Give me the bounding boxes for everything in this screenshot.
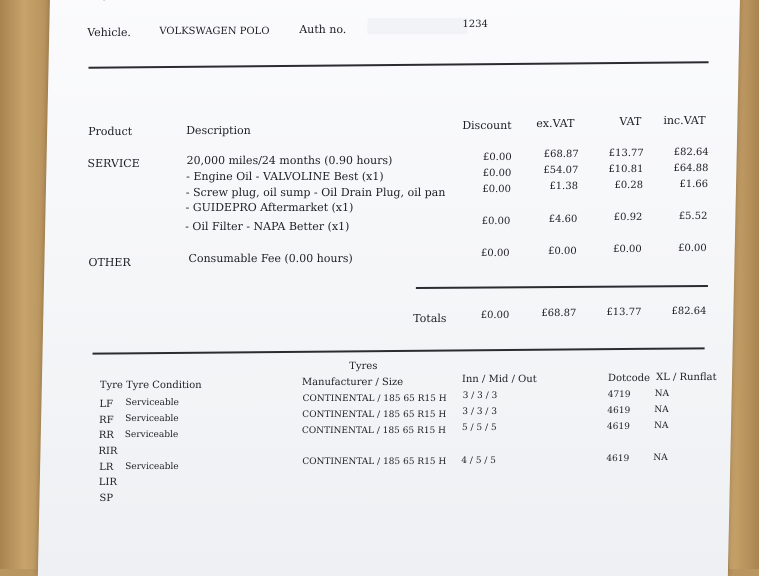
col-vat: VAT <box>619 115 642 128</box>
col-manufacturer: Manufacturer / Size <box>301 377 404 388</box>
tyre-xl: NA <box>653 421 669 431</box>
line-incvat: £5.52 <box>678 211 708 222</box>
tyre-position: RR <box>98 430 114 441</box>
line-discount: £0.00 <box>482 152 512 163</box>
col-tyre-condition: Tyre Tyre Condition <box>99 380 202 391</box>
tyre-position: SP <box>99 493 114 504</box>
tyre-dotcode: 4619 <box>606 422 630 432</box>
line-description: 20,000 miles/24 months (0.90 hours) <box>186 154 393 167</box>
line-exvat: £4.60 <box>548 214 578 225</box>
line-product: SERVICE <box>87 157 140 170</box>
line-vat: £10.81 <box>608 164 644 175</box>
tyre-position: LIR <box>98 477 118 488</box>
tyre-xl: NA <box>654 389 670 399</box>
vehicle-label: Vehicle. <box>87 26 132 39</box>
line-vat: £13.77 <box>608 148 644 159</box>
totals-vat: £13.77 <box>606 307 642 318</box>
col-xl-runflat: XL / Runflat <box>655 372 717 383</box>
tyre-condition: Serviceable <box>125 414 179 424</box>
tyre-dotcode: 4619 <box>606 454 630 464</box>
header-divider <box>88 61 708 68</box>
tyre-xl: NA <box>654 405 669 415</box>
tyre-condition: Serviceable <box>125 462 179 472</box>
line-vat: £0.92 <box>613 212 643 223</box>
tyre-manufacturer: CONTINENTAL / 185 65 R15 H <box>302 457 447 467</box>
line-description: - Screw plug, oil sump - Oil Drain Plug, oil pan <box>185 186 446 199</box>
col-description: Description <box>186 124 251 137</box>
tyre-position: RF <box>98 415 114 426</box>
totals-incvat: £82.64 <box>671 306 707 317</box>
reg-value <box>158 0 205 1</box>
line-discount: £0.00 <box>481 216 511 227</box>
line-exvat: £68.87 <box>543 149 579 160</box>
line-description: - Engine Oil - VALVOLINE Best (x1) <box>186 170 384 183</box>
redacted-field <box>367 18 467 34</box>
line-vat: £0.00 <box>612 244 642 255</box>
line-exvat: £54.07 <box>543 165 579 176</box>
tyre-manufacturer: CONTINENTAL / 185 65 R15 H <box>302 394 447 404</box>
auth-label: Auth no. <box>299 23 347 36</box>
auth-value: 1234 <box>462 19 488 30</box>
tyre-inn-mid-out: 5 / 5 / 5 <box>461 423 497 433</box>
line-description: - Oil Filter - NAPA Better (x1) <box>185 220 350 233</box>
col-product: Product <box>88 125 133 138</box>
tyres-title: Tyres <box>349 361 378 372</box>
line-exvat: £1.38 <box>549 181 579 192</box>
totals-label: Totals <box>413 312 447 325</box>
tyre-manufacturer: CONTINENTAL / 185 65 R15 H <box>302 410 447 420</box>
tyre-position: LR <box>99 462 114 473</box>
line-product: OTHER <box>88 256 131 269</box>
line-exvat: £0.00 <box>547 246 577 257</box>
line-incvat: £82.64 <box>673 147 709 158</box>
tyre-inn-mid-out: 4 / 5 / 5 <box>461 456 497 466</box>
reg-label <box>88 0 111 1</box>
col-dotcode: Dotcode <box>607 373 651 384</box>
tyre-position: RIR <box>98 446 118 457</box>
line-description: Consumable Fee (0.00 hours) <box>188 252 353 265</box>
tyre-condition: Serviceable <box>125 398 180 408</box>
tyres-divider <box>93 347 705 354</box>
line-incvat: £0.00 <box>677 243 707 254</box>
line-vat: £0.28 <box>614 180 644 191</box>
line-incvat: £1.66 <box>679 179 709 190</box>
col-discount: Discount <box>462 119 512 132</box>
vehicle-value: VOLKSWAGEN POLO <box>159 26 270 37</box>
tyre-condition: Serviceable <box>124 430 179 440</box>
totals-exvat: £68.87 <box>541 308 577 319</box>
totals-discount: £0.00 <box>480 310 510 321</box>
tyre-inn-mid-out: 3 / 3 / 3 <box>462 391 498 401</box>
tyre-xl: NA <box>653 453 668 463</box>
totals-divider <box>416 285 708 289</box>
invoice-sheet <box>38 0 740 576</box>
tyre-inn-mid-out: 3 / 3 / 3 <box>462 407 498 417</box>
tyre-dotcode: 4719 <box>607 390 631 400</box>
tyre-position: LF <box>99 399 114 410</box>
line-discount: £0.00 <box>482 184 512 195</box>
col-exvat: ex.VAT <box>536 117 575 130</box>
col-inn-mid-out: Inn / Mid / Out <box>461 374 537 385</box>
line-discount: £0.00 <box>480 248 510 259</box>
line-discount: £0.00 <box>482 168 512 179</box>
tyre-manufacturer: CONTINENTAL / 185 65 R15 H <box>301 426 447 436</box>
col-incvat: inc.VAT <box>663 114 706 127</box>
line-description: - GUIDEPRO Aftermarket (x1) <box>185 201 354 214</box>
line-incvat: £64.88 <box>673 163 709 174</box>
tyre-dotcode: 4619 <box>607 406 631 416</box>
